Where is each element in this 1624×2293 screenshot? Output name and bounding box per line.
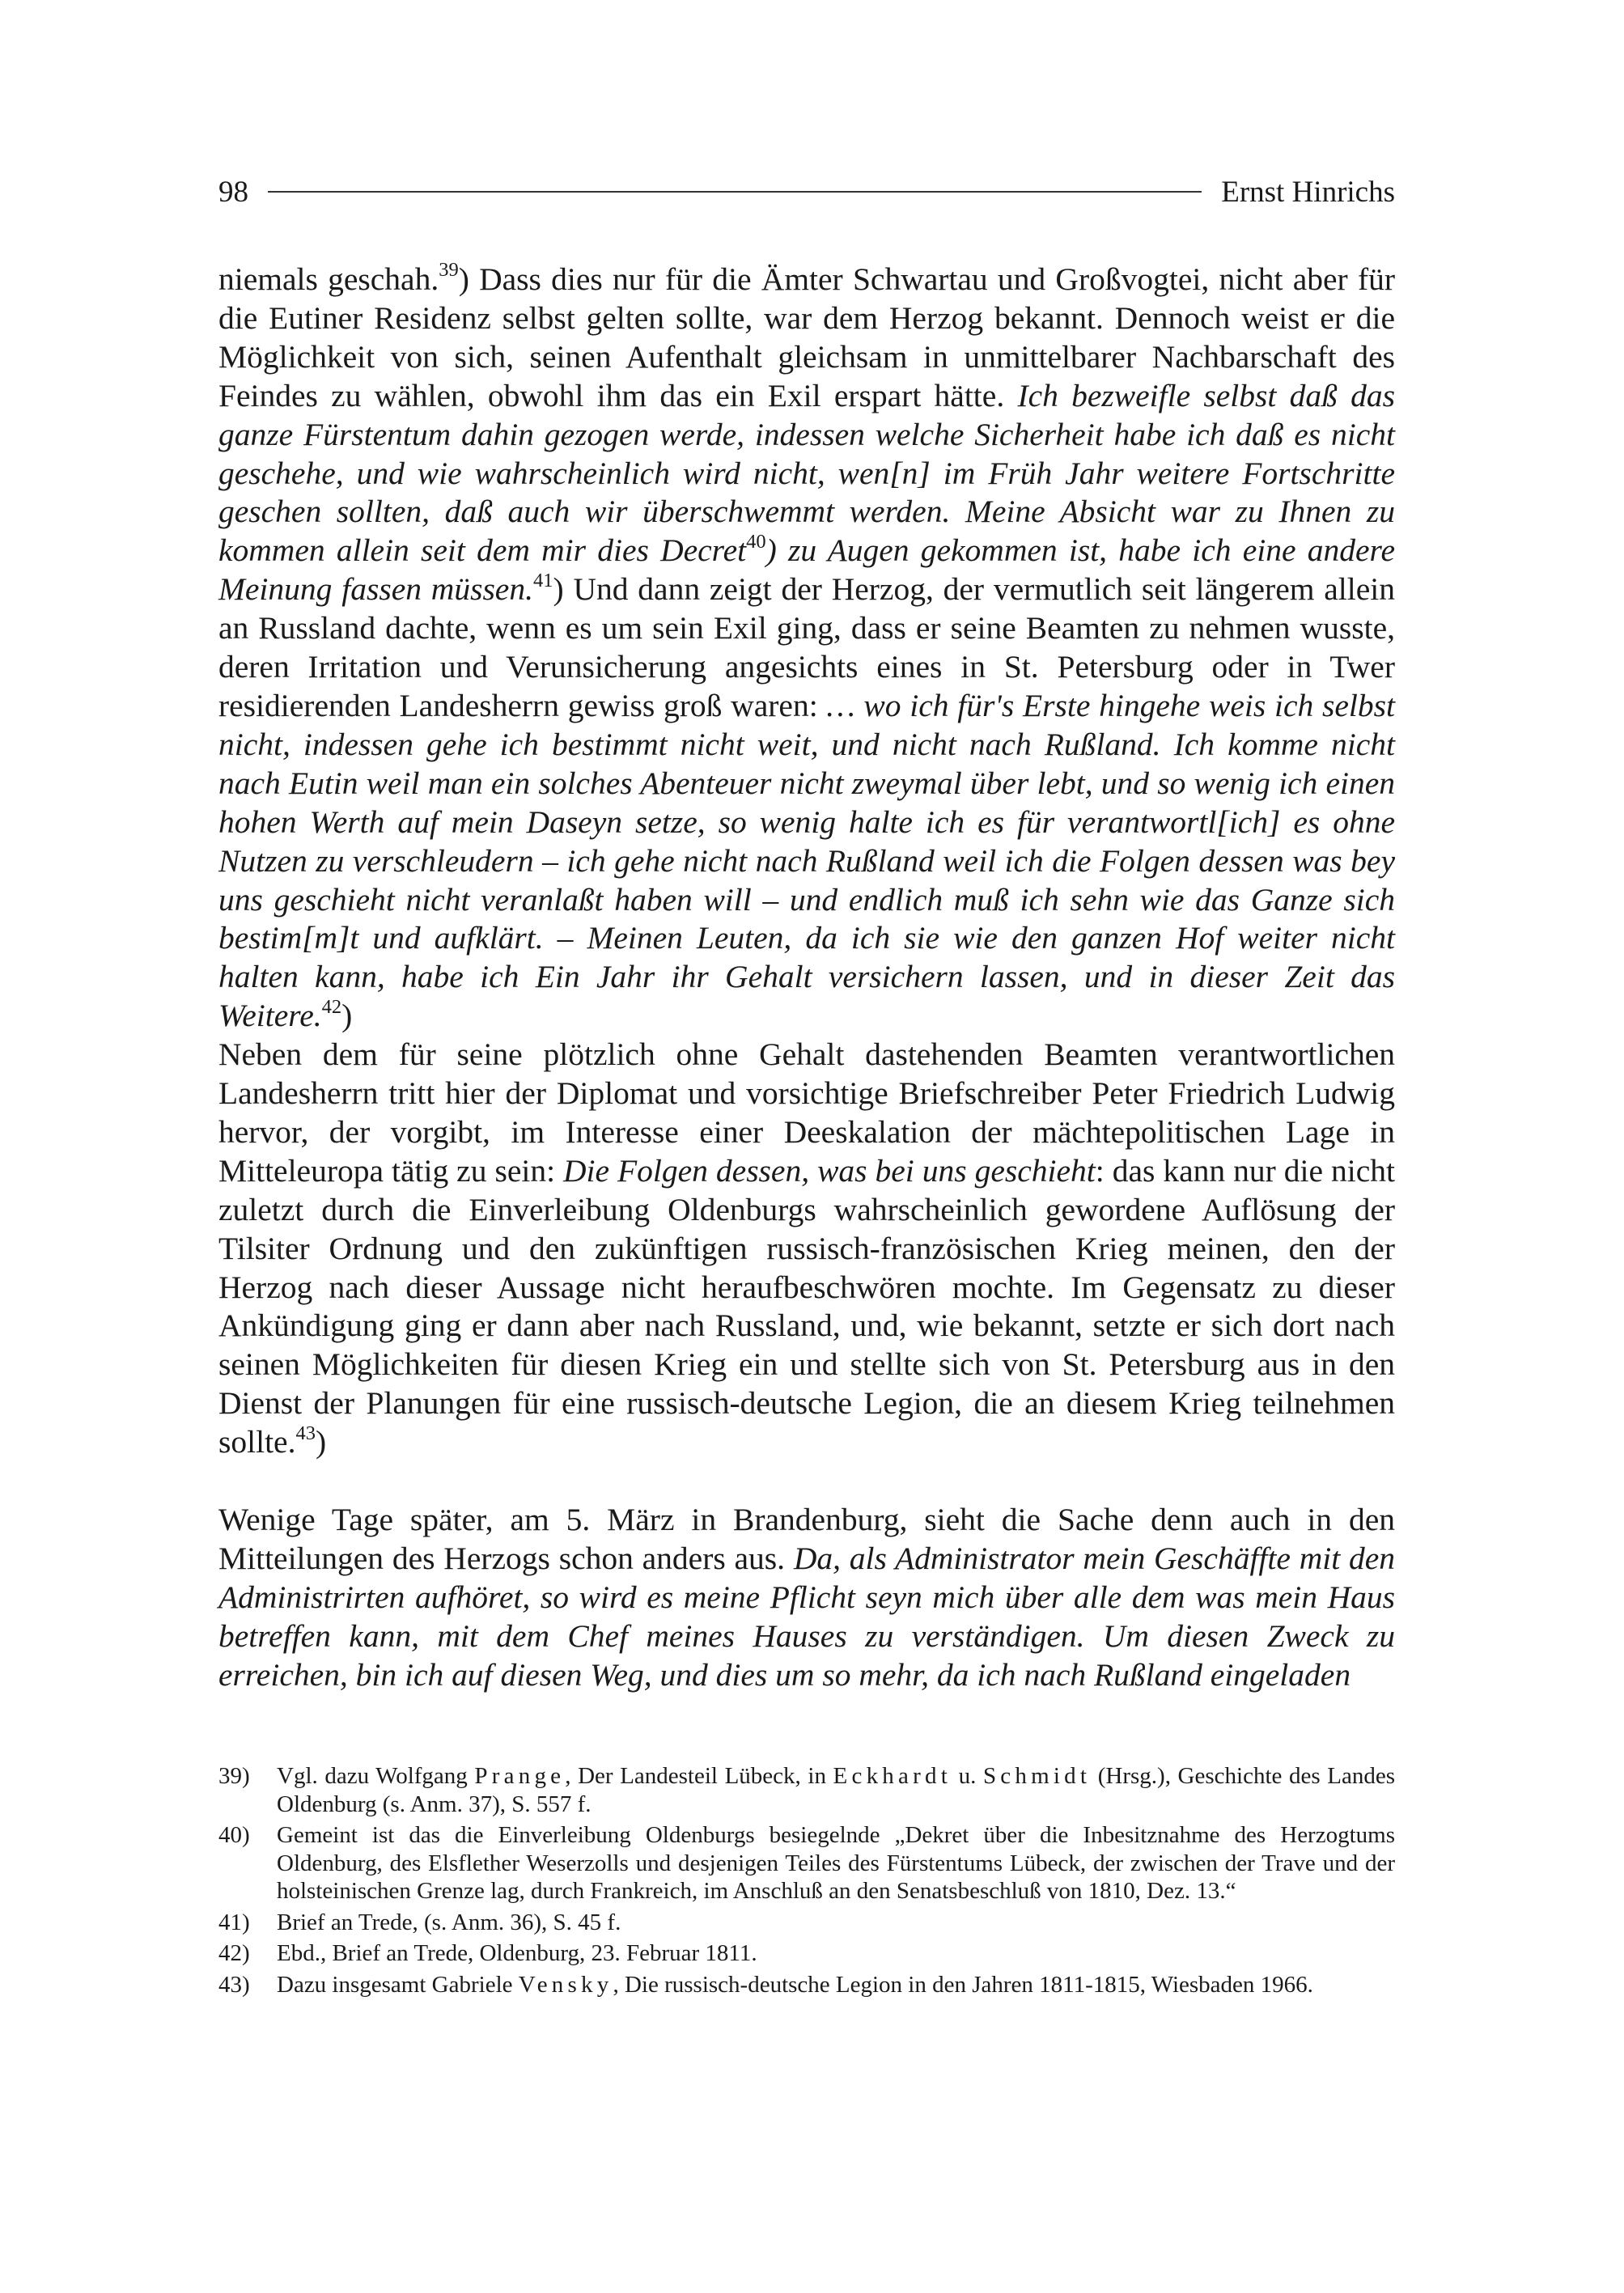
text-span: ) Dass dies nur für die Ämter Schwartau und Großvogtei, nicht aber für die Eutiner Residenz selbst gelten sollte, war dem Herzog bekannt. Dennoch weist er die Möglichkeit von sich, seinen Aufenthalt gleichsam in unmittelbarer Nachbarschaft des Feindes zu wählen, obwohl ihm das ein Exil erspart hätte. bbox=[218, 261, 1395, 413]
footnote-number: 41) bbox=[218, 1909, 250, 1935]
footnote-40 bbox=[218, 1821, 1395, 1905]
footnotes bbox=[218, 1762, 1395, 2002]
footnote-41 bbox=[218, 1909, 1395, 1937]
text-span: Dazu insgesamt Gabriele bbox=[277, 1971, 519, 1998]
quotation: … wo ich für's Erste hingehe weis ich selbst nicht, indessen gehe ich bestimmt nicht weit, und nicht nach Rußland. Ich komme nicht nach Eutin weil man ein solches Abenteuer nicht zweymal über lebt, und so wenig ich einen hohen Werth auf mein Daseyn setze, so wenig halte ich es für verantwortl[ich] es ohne Nutzen zu verschleudern – ich gehe nicht nach Rußland weil ich die Folgen dessen was bey uns geschieht nicht veranlaßt haben will – und endlich muß ich sehn wie das Ganze sich bestim[m]t und aufklärt. – Meinen Leuten, da ich sie wie den ganzen Hof weiter nicht halten kann, habe ich Ein Jahr ihr Gehalt versichern lassen, und in dieser Zeit das Weitere. bbox=[218, 687, 1396, 1034]
author-name: Prange bbox=[474, 1763, 566, 1789]
text-span: ) Und dann zeigt der Herzog, der vermutlich seit längerem allein an Russland dachte, wenn es um sein Exil ging, dass er seine Beamten zu nehmen wusste, deren Irritation und Verunsicherung angesichts eines in St. Petersburg oder in Twer residierenden Landesherrn gewiss groß waren: bbox=[218, 571, 1396, 723]
author-name: Eckhardt bbox=[833, 1763, 952, 1789]
running-head bbox=[218, 172, 1395, 212]
footnote-text: Ebd., Brief an Trede, Oldenburg, 23. Februar 1811. bbox=[277, 1940, 757, 1966]
author-name: Schmidt bbox=[982, 1763, 1092, 1789]
footnote-ref-43[interactable]: 43 bbox=[295, 1422, 316, 1444]
quotation: Da, als Administrator mein Geschäffte mit den Administrirten aufhöret, so wird es meine Pflicht seyn mich über alle dem was mein Haus betreffen kann, mit dem Chef meines Hauses zu verständigen. Um diesen Zweck zu erreichen, bin ich auf diesen Weg, und dies um so mehr, da ich nach Rußland eingeladen bbox=[218, 1541, 1395, 1693]
text-span: niemals geschah. bbox=[218, 261, 439, 297]
paragraph-3 bbox=[218, 1501, 1395, 1695]
footnote-39 bbox=[218, 1762, 1395, 1818]
footnote-number: 40) bbox=[218, 1822, 250, 1848]
page-number: 98 bbox=[218, 175, 248, 209]
footnote-ref-40[interactable]: 40 bbox=[746, 530, 766, 553]
footnote-number: 39) bbox=[218, 1763, 250, 1789]
header-rule bbox=[268, 191, 1202, 193]
footnote-ref-42[interactable]: 42 bbox=[321, 995, 342, 1018]
quotation: Die Folgen dessen, was bei uns geschieht bbox=[563, 1152, 1096, 1189]
footnote-43 bbox=[218, 1971, 1395, 1999]
footnote-number: 42) bbox=[218, 1940, 250, 1966]
paragraph-1 bbox=[218, 261, 1395, 1036]
footnote-text: Gemeint ist das die Einverleibung Oldenburgs besiegelnde „Dekret über die Inbesitznahme des Herzogtums Oldenburg, des Elsflether Weserzolls und desjenigen Teiles des Fürstentums Lübeck, der zwischen der Trave und der holsteinischen Grenze lag, durch Frankreich, im Anschluß an den Senatsbeschluß von 1810, Dez. 13.“ bbox=[277, 1822, 1395, 1904]
text-span: ) bbox=[315, 1424, 327, 1460]
footnote-number: 43) bbox=[218, 1971, 250, 1998]
text-span: ) bbox=[341, 998, 353, 1034]
footnote-ref-41[interactable]: 41 bbox=[532, 569, 553, 591]
text-span: : das kann nur die nicht zuletzt durch die Einverleibung Oldenburgs wahrscheinlich gewordene Auflösung der Tilsiter Ordnung und den zukünftigen russisch-französischen Krieg meinen, den der Herzog nach dieser Aussage nicht heraufbeschwören mochte. Im Gegensatz zu dieser Ankündigung ging er dann aber nach Russland, und, wie bekannt, setzte er sich dort nach seinen Möglichkeiten für diesen Krieg ein und stellte sich von St. Petersburg aus in den Dienst der Planungen für eine russisch-deutsche Legion, die an diesem Krieg teilnehmen sollte. bbox=[218, 1152, 1395, 1460]
paragraph-2 bbox=[218, 1036, 1395, 1462]
text-span: Neben dem für seine plötzlich ohne Gehalt dastehenden Beamten verantwortlichen Landesherrn tritt hier der Diplomat und vorsichtige Briefschreiber Peter Friedrich Ludwig hervor, der vorgibt, im Interesse einer Deeskalation der mächtepolitischen Lage in Mitteleuropa tätig zu sein: bbox=[218, 1036, 1395, 1189]
footnote-ref-39[interactable]: 39 bbox=[439, 259, 459, 282]
footnote-text bbox=[277, 1762, 1395, 1818]
quotation: Ich bezweifle selbst daß das ganze Fürstentum dahin gezogen werde, indessen welche Sicherheit habe ich daß es nicht geschehe, und wie wahrscheinlich wird nicht, wen[n] im Früh Jahr weitere Fortschritte geschen sollten, daß auch wir überschwemmt werden. Meine Absicht war zu Ihnen zu kommen allein seit dem mir dies Decret bbox=[218, 377, 1395, 569]
text-span: Wenige Tage später, am 5. März in Brandenburg, sieht die Sache denn auch in den Mitteilungen des Herzogs schon anders aus. bbox=[218, 1502, 1395, 1576]
author-name: Vensky bbox=[518, 1971, 613, 1998]
quotation: ) zu Augen gekommen ist, habe ich eine andere Meinung fassen müssen. bbox=[218, 532, 1395, 608]
footnote-42 bbox=[218, 1939, 1395, 1968]
text-span: , Die russisch-deutsche Legion in den Jahren 1811-1815, Wiesbaden 1966. bbox=[613, 1971, 1313, 1998]
footnote-text: Brief an Trede, (s. Anm. 36), S. 45 f. bbox=[277, 1909, 621, 1935]
text-span: Vgl. dazu Wolfgang bbox=[277, 1763, 475, 1789]
text-span: (Hrsg.), Geschichte des Landes Oldenburg (s. Anm. 37), S. 557 f. bbox=[277, 1763, 1395, 1817]
book-page bbox=[218, 0, 1395, 2293]
text-span: , Der Landesteil Lübeck, in bbox=[565, 1763, 833, 1789]
footnote-text bbox=[277, 1971, 1395, 1999]
running-head-author: Ernst Hinrichs bbox=[1221, 175, 1395, 209]
main-text bbox=[218, 261, 1395, 1695]
text-span: u. bbox=[951, 1763, 983, 1789]
